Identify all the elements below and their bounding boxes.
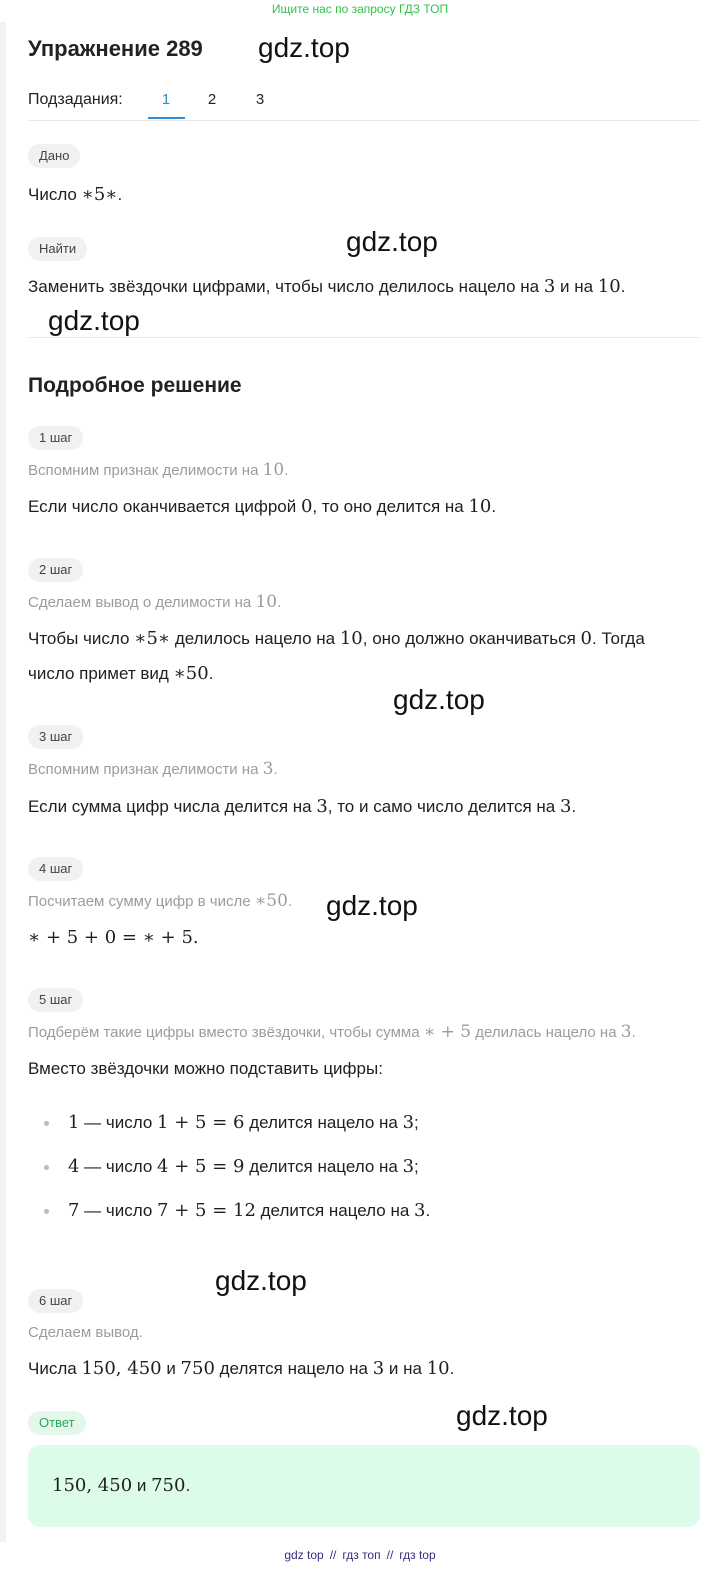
given-badge: Дано <box>28 144 80 168</box>
active-tab-indicator <box>148 117 185 119</box>
step-text: Если сумма цифр числа делится на 3, то и само число делится на 3. <box>28 796 577 817</box>
footer-link[interactable]: гдз топ <box>342 1548 381 1562</box>
step-text: Если число оканчивается цифрой 0, то оно делится на 10. <box>28 496 497 517</box>
list-item: 1 — число 1 + 5 = 6 делится нацело на 3; <box>68 1112 419 1133</box>
step-hint: Сделаем вывод. <box>28 1324 143 1341</box>
step-hint: Вспомним признак делимости на 10. <box>28 460 289 480</box>
tab-subtask-3[interactable]: 3 <box>255 91 265 108</box>
section-divider <box>28 337 700 338</box>
answer-box <box>28 1445 700 1527</box>
left-rail <box>0 22 6 1542</box>
answer-badge: Ответ <box>28 1411 86 1435</box>
subtask-tabs <box>28 89 700 121</box>
watermark: gdz.top <box>393 684 485 715</box>
list-bullet <box>44 1121 49 1126</box>
footer-link[interactable]: гдз top <box>399 1548 436 1562</box>
step-hint: Вспомним признак делимости на 3. <box>28 759 278 779</box>
watermark: gdz.top <box>215 1265 307 1296</box>
step-badge: 6 шаг <box>28 1289 83 1313</box>
footer-links <box>0 1548 720 1562</box>
tab-subtask-1[interactable]: 1 <box>161 91 171 108</box>
list-item: 4 — число 4 + 5 = 9 делится нацело на 3; <box>68 1156 419 1177</box>
subtasks-label: Подзадания: <box>28 91 123 108</box>
list-bullet <box>44 1165 49 1170</box>
step-badge: 2 шаг <box>28 558 83 582</box>
step-text: Вместо звёздочки можно подставить цифры: <box>28 1059 383 1078</box>
step-hint: Сделаем вывод о делимости на 10. <box>28 592 282 612</box>
list-bullet <box>44 1209 49 1214</box>
watermark: gdz.top <box>48 305 140 336</box>
step-formula: ∗ + 5 + 0 = ∗ + 5. <box>28 927 199 948</box>
page-title: Упражнение 289 <box>28 36 203 61</box>
step-text: Чтобы число ∗5∗ делилось нацело на 10, оно должно оканчиваться 0. Тогда <box>28 628 645 649</box>
watermark: gdz.top <box>258 32 350 63</box>
given-text: Число ∗5∗. <box>28 184 123 205</box>
step-badge: 4 шаг <box>28 857 83 881</box>
step-text: Числа 150, 450 и 750 делятся нацело на 3 и на 10. <box>28 1358 455 1379</box>
answer-text: 150, 450 и 750. <box>52 1475 191 1496</box>
step-hint: Посчитаем сумму цифр в числе ∗50. <box>28 891 293 911</box>
watermark: gdz.top <box>326 890 418 921</box>
step-badge: 1 шаг <box>28 426 83 450</box>
footer-link[interactable]: gdz top <box>284 1548 324 1562</box>
watermark: gdz.top <box>346 226 438 257</box>
find-text: Заменить звёздочки цифрами, чтобы число делилось нацело на 3 и на 10. <box>28 276 626 297</box>
solution-title: Подробное решение <box>28 374 242 397</box>
step-text: число примет вид ∗50. <box>28 663 214 684</box>
step-hint: Подберём такие цифры вместо звёздочки, чтобы сумма ∗ + 5 делилась нацело на 3. <box>28 1022 636 1042</box>
find-badge: Найти <box>28 237 87 261</box>
footer-separator: // <box>329 1548 337 1562</box>
list-item: 7 — число 7 + 5 = 12 делится нацело на 3. <box>68 1200 431 1221</box>
footer-separator: // <box>386 1548 394 1562</box>
search-banner: Ищите нас по запросу ГДЗ ТОП <box>271 2 449 16</box>
step-badge: 5 шаг <box>28 988 83 1012</box>
step-badge: 3 шаг <box>28 725 83 749</box>
tab-subtask-2[interactable]: 2 <box>207 91 217 108</box>
watermark: gdz.top <box>456 1400 548 1431</box>
